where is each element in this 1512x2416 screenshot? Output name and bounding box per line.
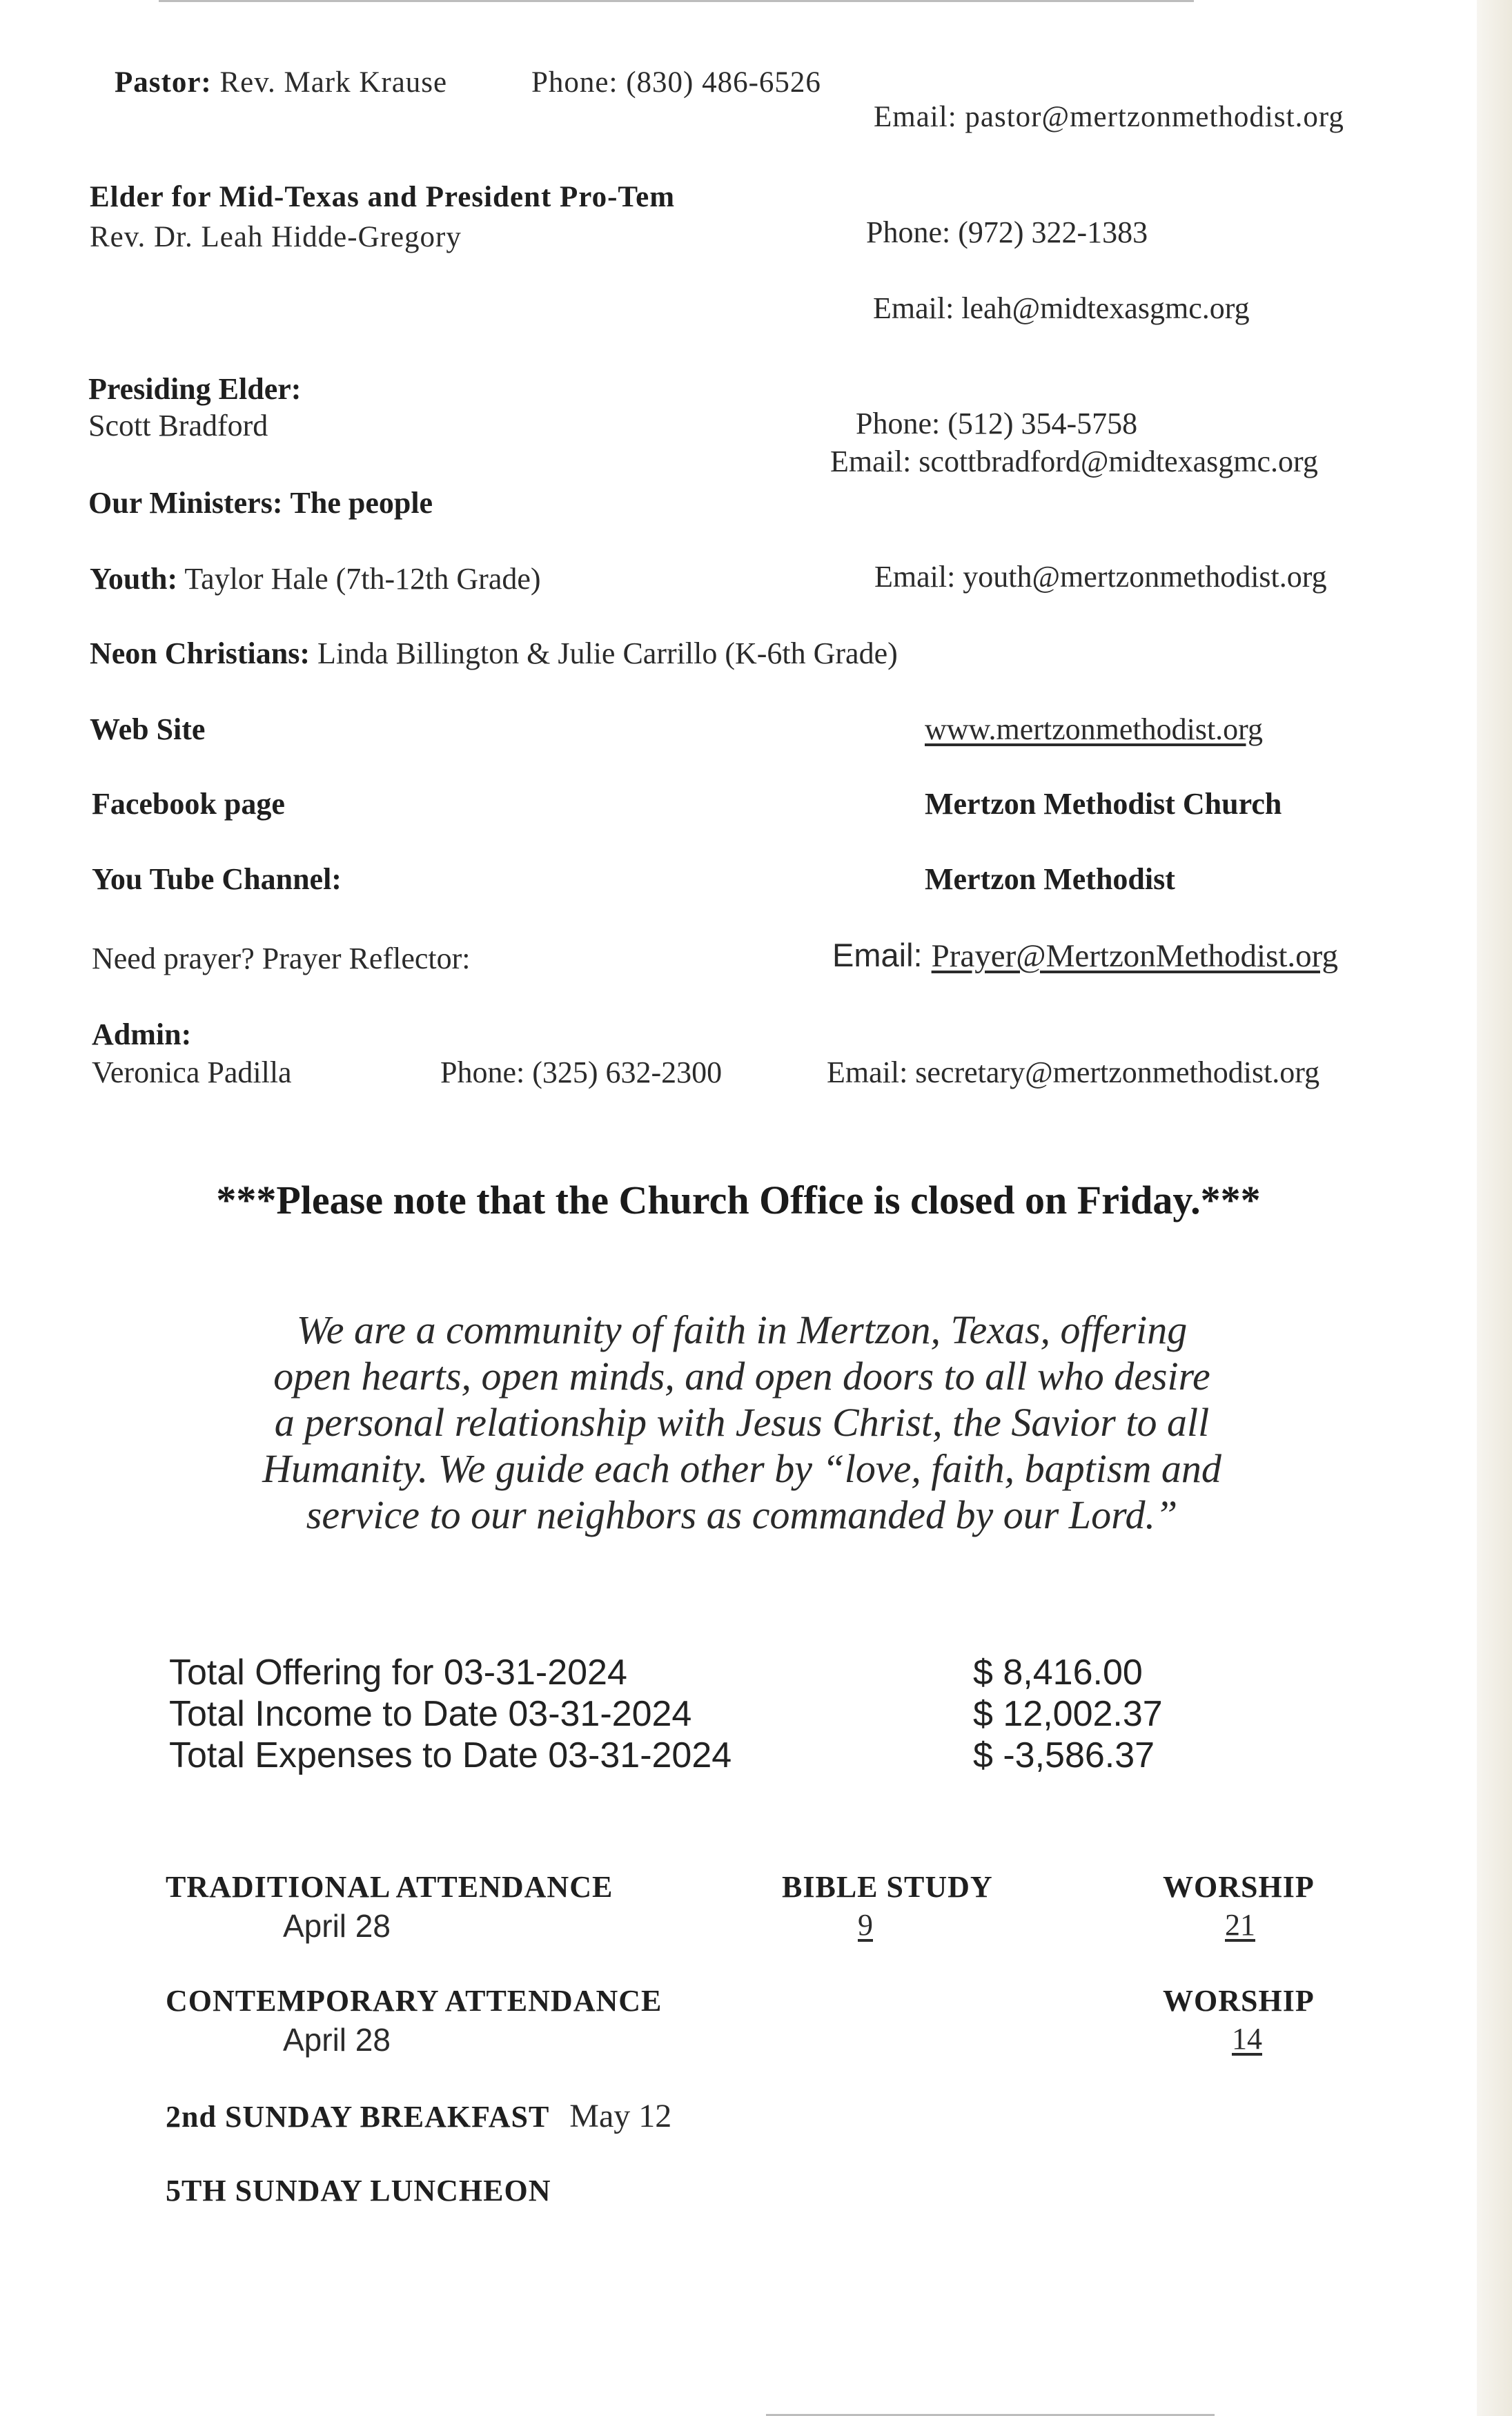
pastor-phone: Phone: (830) 486-6526 (531, 66, 821, 99)
mission-line: a personal relationship with Jesus Christ, the Savior to all (274, 1400, 1210, 1445)
traditional-attendance-label: TRADITIONAL ATTENDANCE (166, 1870, 613, 1904)
youth-email: Email: youth@mertzonmethodist.org (874, 560, 1327, 594)
elder-name: Rev. Dr. Leah Hidde-Gregory (90, 221, 462, 253)
website-link[interactable]: www.mertzonmethodist.org (925, 712, 1264, 746)
finance-label: Total Income to Date 03-31-2024 (169, 1694, 692, 1734)
traditional-worship-value: 21 (1225, 1908, 1255, 1942)
luncheon-label: 5TH SUNDAY LUNCHEON (166, 2174, 551, 2208)
admin-label: Admin: (92, 1017, 192, 1051)
neon-value: Linda Billington & Julie Carrillo (K-6th Grade) (317, 636, 898, 670)
finance-value: $ 8,416.00 (973, 1653, 1143, 1693)
breakfast-date: May 12 (569, 2098, 672, 2134)
admin-email: Email: secretary@mertzonmethodist.org (827, 1055, 1320, 1089)
presiding-elder-name: Scott Bradford (88, 409, 268, 442)
elder-phone: Phone: (972) 322-1383 (866, 215, 1148, 249)
mission-line: open hearts, open minds, and open doors to all who desire (273, 1354, 1210, 1399)
website-label: Web Site (90, 712, 206, 746)
breakfast-label: 2nd SUNDAY BREAKFAST (166, 2100, 550, 2134)
admin-phone: Phone: (325) 632-2300 (440, 1055, 723, 1089)
finance-label: Total Expenses to Date 03-31-2024 (169, 1735, 732, 1775)
presiding-elder-phone: Phone: (512) 354-5758 (856, 407, 1138, 440)
mission-line: service to our neighbors as commanded by our Lord.” (306, 1492, 1178, 1537)
youth-line (90, 563, 541, 596)
contemporary-worship-value: 14 (1232, 2022, 1262, 2056)
admin-name: Veronica Padilla (92, 1055, 292, 1089)
mission-line: Humanity. We guide each other by “love, faith, baptism and (262, 1446, 1221, 1491)
prayer-email-line (832, 937, 1338, 975)
prayer-label: Need prayer? Prayer Reflector: (92, 942, 471, 975)
contemporary-date: April 28 (283, 2022, 391, 2058)
pastor-label: Pastor: (115, 66, 212, 99)
presiding-elder-label: Presiding Elder: (88, 372, 302, 406)
contemporary-worship-label: WORSHIP (1163, 1984, 1315, 2018)
neon-label: Neon Christians: (90, 636, 311, 670)
breakfast-line (166, 2098, 671, 2135)
youth-label: Youth: (90, 562, 178, 596)
bible-study-label: BIBLE STUDY (782, 1870, 993, 1904)
facebook-value: Mertzon Methodist Church (925, 787, 1282, 821)
youtube-label: You Tube Channel: (92, 862, 342, 896)
office-closed-notice: ***Please note that the Church Office is closed on Friday.*** (216, 1178, 1261, 1222)
facebook-label: Facebook page (92, 787, 285, 821)
contemporary-attendance-label: CONTEMPORARY ATTENDANCE (166, 1984, 662, 2018)
mission-statement (0, 1307, 1484, 1538)
traditional-date: April 28 (283, 1908, 391, 1944)
prayer-email-link[interactable]: Prayer@MertzonMethodist.org (931, 938, 1338, 974)
mission-line: We are a community of faith in Mertzon, Texas, offering (296, 1307, 1188, 1352)
elder-email: Email: leah@midtexasgmc.org (873, 291, 1250, 325)
youth-value: Taylor Hale (7th-12th Grade) (184, 562, 541, 596)
top-fold-line (159, 0, 1194, 2)
ministers-label: Our Ministers: (88, 486, 283, 520)
pastor-email: Email: pastor@mertzonmethodist.org (874, 101, 1344, 133)
ministers-line (88, 487, 433, 520)
youtube-value: Mertzon Methodist (925, 862, 1175, 896)
traditional-worship-label: WORSHIP (1163, 1870, 1315, 1904)
prayer-email-prefix: Email: (832, 937, 932, 973)
pastor-name: Rev. Mark Krause (219, 66, 448, 99)
finance-value: $ 12,002.37 (973, 1694, 1163, 1734)
bible-study-value: 9 (858, 1908, 873, 1942)
finance-value: $ -3,586.37 (973, 1735, 1155, 1775)
page-edge-shadow (1477, 0, 1512, 2416)
neon-line (90, 637, 898, 670)
finance-label: Total Offering for 03-31-2024 (169, 1653, 627, 1693)
ministers-value: The people (290, 486, 433, 520)
elder-label: Elder for Mid-Texas and President Pro-Tem (90, 181, 676, 213)
presiding-elder-email: Email: scottbradford@midtexasgmc.org (830, 445, 1318, 478)
pastor-line (115, 66, 447, 99)
